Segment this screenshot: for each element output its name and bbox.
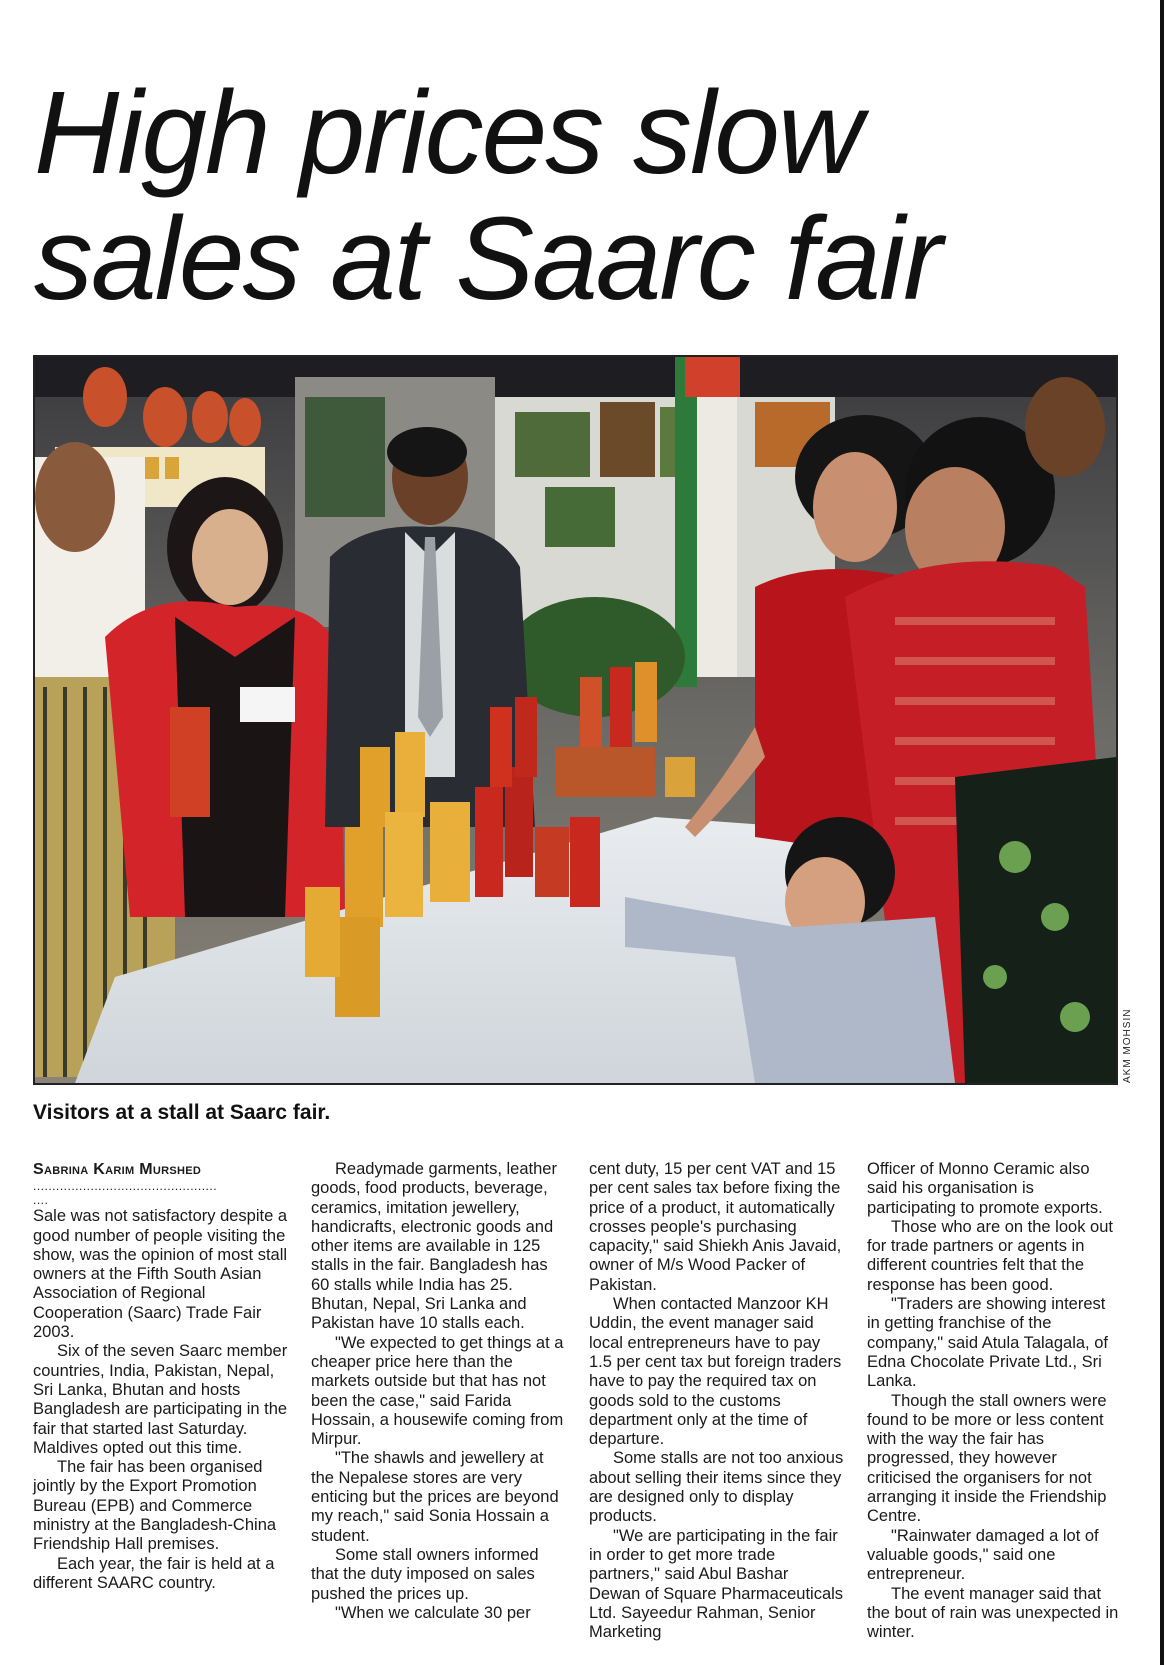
- byline-rule-continuation: ....: [33, 1193, 49, 1208]
- paragraph: Some stalls are not too anxious about selling their items since they are designed only to display products.: [589, 1449, 844, 1526]
- paragraph: "The shawls and jewellery at the Nepalese stores are very enticing but the prices are beyond my reach," said Sonia Hossain a student.: [311, 1449, 559, 1545]
- photo-caption: Visitors at a stall at Saarc fair.: [33, 1101, 331, 1124]
- paragraph: The event manager said that the bout of rain was unexpected in winter.: [867, 1584, 1119, 1642]
- paragraph: Readymade garments, leather goods, food products, beverage, ceramics, imitation jewellery, handicrafts, electronic goods and other items are available in 125 stalls in the fair. Bangladesh has 60 stalls while India has 25. Bhutan, Nepal, Sri Lanka and Pakistan have 10 stalls each.: [311, 1160, 557, 1333]
- paragraph: Each year, the fair is held at a different SAARC country.: [33, 1554, 275, 1592]
- paragraph: Six of the seven Saarc member countries, India, Pakistan, Nepal, Sri Lanka, Bhutan and hosts Bangladesh are participating in the fair that started last Saturday. Maldives opted out this time.: [33, 1342, 288, 1457]
- article-column-2: [311, 1160, 566, 1623]
- photo-credit: AKM MOHSIN: [1122, 1008, 1133, 1083]
- stall-photo-illustration: [35, 357, 1116, 1083]
- paragraph: Those who are on the look out for trade partners or agents in different countries felt that the response has been good.: [867, 1217, 1113, 1294]
- paragraph: "When we calculate 30 per: [335, 1603, 531, 1622]
- page-edge-rule: [1160, 0, 1164, 1665]
- article-column-3: [589, 1160, 844, 1642]
- article-column-4: [867, 1160, 1122, 1642]
- paragraph: When contacted Manzoor KH Uddin, the event manager said local entrepreneurs have to pay 1.5 per cent tax but foreign traders have to pay the required tax on goods sold to the customs department only at the time of departure.: [589, 1295, 842, 1449]
- byline: Sabrina Karim Murshed: [33, 1161, 202, 1178]
- news-photo: [33, 355, 1118, 1085]
- paragraph: "Traders are showing interest in getting franchise of the company," said Atula Talagala, of Edna Chocolate Private Ltd., Sri Lanka.: [867, 1295, 1108, 1391]
- paragraph: Officer of Monno Ceramic also said his organisation is participating to promote exports.: [867, 1160, 1103, 1217]
- article-column-1: [33, 1160, 288, 1593]
- paragraph: Some stall owners informed that the duty imposed on sales pushed the prices up.: [311, 1545, 539, 1603]
- paragraph: cent duty, 15 per cent VAT and 15 per cent sales tax before fixing the price of a product, it automatically crosses people's purchasing capacity," said Shiekh Anis Javaid, owner of M/s Wood Packer of Pakistan.: [589, 1160, 842, 1294]
- headline: High prices slow sales at Saarc fair: [34, 67, 941, 325]
- paragraph: Though the stall owners were found to be more or less content with the way the fair has progressed, they however criticised the organisers for not arranging it inside the Friendship Centre.: [867, 1391, 1107, 1526]
- paragraph: "Rainwater damaged a lot of valuable goods," said one entrepreneur.: [867, 1526, 1099, 1584]
- paragraph: "We are participating in the fair in order to get more trade partners," said Abul Bashar Dewan of Square Pharmaceuticals Ltd. Sayeedur Rahman, Senior Marketing: [589, 1526, 844, 1642]
- paragraph: The fair has been organised jointly by the Export Promotion Bureau (EPB) and Commerce ministry at the Bangladesh-China Friendship Hall premises.: [33, 1458, 277, 1554]
- paragraph: Sale was not satisfactory despite a good number of people visiting the show, was the opinion of most stall owners at the Fifth South Asian Association of Regional Cooperation (Saarc) Trade Fair 2003.: [33, 1207, 288, 1342]
- paragraph: "We expected to get things at a cheaper price here than the markets outside but that has not been the case," said Farida Hossain, a housewife coming from Mirpur.: [311, 1333, 564, 1449]
- byline-rule: ................................................: [33, 1179, 218, 1194]
